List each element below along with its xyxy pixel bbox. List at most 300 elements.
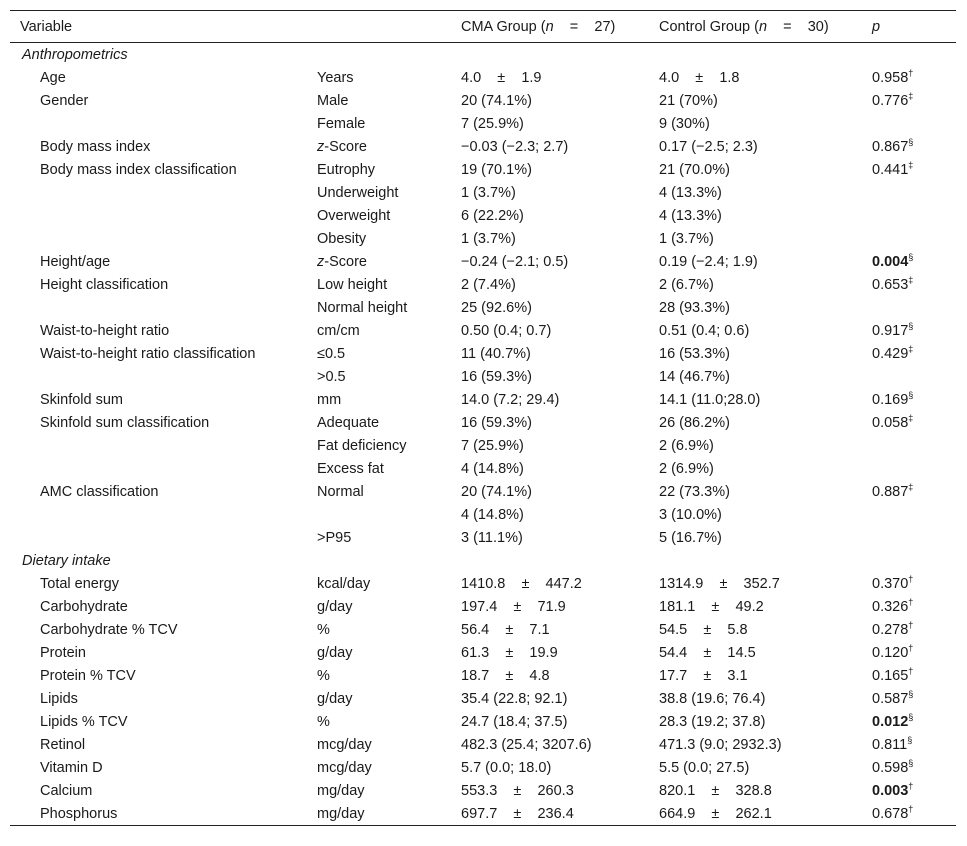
cell-unit: [307, 710, 451, 733]
cell-cma-text: 14.0 (7.2; 29.4): [461, 391, 560, 408]
cell-unit: [307, 733, 451, 756]
cell-variable: [10, 802, 307, 826]
cell-unit: [307, 342, 451, 365]
cell-variable: [10, 733, 307, 756]
cell-variable: [10, 319, 307, 342]
cell-variable-text: Height/age: [40, 253, 111, 270]
cell-control-text: 21 (70%): [659, 92, 718, 109]
p-footnote-mark: §: [908, 711, 914, 722]
cell-variable: [10, 756, 307, 779]
table-row: [10, 503, 956, 526]
cell-control-text: 664.9 ± 262.1: [659, 805, 772, 822]
cell-variable-text: Age: [40, 69, 66, 86]
cell-p-text: 0.958: [872, 69, 909, 86]
cell-cma-text: 20 (74.1%): [461, 92, 532, 109]
cell-unit-text: Overweight: [317, 207, 391, 224]
cell-p: [862, 664, 956, 687]
table-row: [10, 779, 956, 802]
cell-variable-text: Skinfold sum: [40, 391, 124, 408]
cell-control: [649, 342, 862, 365]
cell-variable: [10, 181, 307, 204]
cell-p: [862, 434, 956, 457]
cell-p: [862, 250, 956, 273]
cell-p: [862, 503, 956, 526]
cell-unit: [307, 480, 451, 503]
cell-variable-text: Waist-to-height ratio: [40, 322, 170, 339]
cell-control-text: 1314.9 ± 352.7: [659, 575, 780, 592]
cell-cma-text: 5.7 (0.0; 18.0): [461, 759, 552, 776]
p-footnote-mark: †: [908, 642, 914, 653]
cell-cma: [451, 779, 649, 802]
cell-control: [649, 733, 862, 756]
cell-control: [649, 526, 862, 549]
cell-p: [862, 112, 956, 135]
cell-variable-text: AMC classification: [40, 483, 159, 500]
cell-variable: [10, 641, 307, 664]
p-footnote-mark: §: [907, 734, 913, 745]
cell-variable-text: Body mass index: [40, 138, 151, 155]
cell-cma: [451, 618, 649, 641]
cell-control-text: 28 (93.3%): [659, 299, 730, 316]
cell-unit: [307, 595, 451, 618]
p-footnote-mark: §: [908, 688, 914, 699]
cell-cma: [451, 411, 649, 434]
cell-control: [649, 365, 862, 388]
cell-cma-text: 553.3 ± 260.3: [461, 782, 574, 799]
cell-p: [862, 388, 956, 411]
cell-p: [862, 572, 956, 595]
cell-control: [649, 112, 862, 135]
cell-control: [649, 618, 862, 641]
p-footnote-mark: †: [908, 596, 914, 607]
cell-variable: [10, 89, 307, 112]
cell-p-text: 0.587: [872, 690, 909, 707]
cell-unit-text: Normal: [317, 483, 364, 500]
cell-control-text: 26 (86.2%): [659, 414, 730, 431]
cell-p: [862, 204, 956, 227]
cell-p: [862, 342, 956, 365]
cell-p-text: 0.012: [872, 713, 909, 730]
cell-cma: [451, 66, 649, 89]
cell-variable-text: Gender: [40, 92, 89, 109]
cell-p-text: 0.917: [872, 322, 909, 339]
table-body: [10, 43, 956, 826]
cell-cma: [451, 204, 649, 227]
cell-cma: [451, 273, 649, 296]
cell-control-text: 28.3 (19.2; 37.8): [659, 713, 766, 730]
data-table: [10, 10, 956, 826]
cell-p-text: 0.811: [872, 736, 908, 753]
cell-variable: [10, 158, 307, 181]
cell-unit: [307, 756, 451, 779]
cell-cma-text: 197.4 ± 71.9: [461, 598, 566, 615]
cell-control: [649, 687, 862, 710]
cell-unit-text: mg/day: [317, 782, 365, 799]
cell-unit-text: mm: [317, 391, 342, 408]
cell-cma-text: −0.24 (−2.1; 0.5): [461, 253, 569, 270]
cell-variable: [10, 457, 307, 480]
table-row: [10, 135, 956, 158]
cell-control: [649, 457, 862, 480]
cell-control-text: 17.7 ± 3.1: [659, 667, 748, 684]
cell-cma-text: 697.7 ± 236.4: [461, 805, 574, 822]
cell-control: [649, 273, 862, 296]
cell-unit: [307, 411, 451, 434]
cell-cma-text: 2 (7.4%): [461, 276, 516, 293]
cell-unit-text: cm/cm: [317, 322, 360, 339]
cell-unit-text: Eutrophy: [317, 161, 376, 178]
cell-cma-text: 11 (40.7%): [461, 345, 531, 362]
cell-unit-text: ≤0.5: [317, 345, 346, 362]
cell-cma-text: 4.0 ± 1.9: [461, 69, 542, 86]
cell-p-text: 0.598: [872, 759, 909, 776]
cell-variable: [10, 572, 307, 595]
cell-control: [649, 204, 862, 227]
cell-unit-text: >P95: [317, 529, 352, 546]
section-row: [10, 43, 956, 67]
cell-control: [649, 89, 862, 112]
cell-p: [862, 618, 956, 641]
header-variable: Variable: [20, 18, 73, 35]
p-footnote-mark: ‡: [908, 159, 914, 170]
cell-p-text: 0.004: [872, 253, 909, 270]
cell-cma-text: 56.4 ± 7.1: [461, 621, 550, 638]
table-row: [10, 158, 956, 181]
cell-p-text: 0.678: [872, 805, 909, 822]
p-footnote-mark: †: [908, 780, 914, 791]
cell-variable: [10, 204, 307, 227]
cell-cma-text: 16 (59.3%): [461, 414, 532, 431]
cell-control-text: 54.5 ± 5.8: [659, 621, 748, 638]
cell-p: [862, 710, 956, 733]
cell-cma: [451, 342, 649, 365]
cell-p-text: 0.278: [872, 621, 909, 638]
cell-control: [649, 296, 862, 319]
p-footnote-mark: †: [908, 573, 914, 584]
cell-cma-text: 18.7 ± 4.8: [461, 667, 550, 684]
cell-unit: [307, 319, 451, 342]
cell-cma: [451, 181, 649, 204]
cell-cma: [451, 227, 649, 250]
cell-control-text: 22 (73.3%): [659, 483, 730, 500]
cell-unit: [307, 112, 451, 135]
p-footnote-mark: §: [908, 757, 914, 768]
cell-unit: [307, 802, 451, 826]
p-footnote-mark: ‡: [908, 412, 914, 423]
cell-unit-text: kcal/day: [317, 575, 371, 592]
cell-unit: [307, 227, 451, 250]
table-row: [10, 526, 956, 549]
cell-unit: [307, 572, 451, 595]
cell-p: [862, 687, 956, 710]
cell-unit-text: Obesity: [317, 230, 367, 247]
cell-p-text: 0.441: [872, 161, 909, 178]
table-row: [10, 434, 956, 457]
cell-control: [649, 319, 862, 342]
cell-variable-text: Retinol: [40, 736, 86, 753]
cell-p-text: 0.370: [872, 575, 909, 592]
cell-cma-text: 61.3 ± 19.9: [461, 644, 558, 661]
table-row: [10, 112, 956, 135]
cell-variable: [10, 135, 307, 158]
header-cma-label: CMA Group (n = 27): [461, 18, 616, 35]
table-row: [10, 342, 956, 365]
table-row: [10, 319, 956, 342]
p-footnote-mark: ‡: [908, 481, 914, 492]
cell-control: [649, 572, 862, 595]
cell-cma-text: 35.4 (22.8; 92.1): [461, 690, 568, 707]
cell-variable: [10, 687, 307, 710]
cell-p: [862, 733, 956, 756]
cell-unit-text: Normal height: [317, 299, 408, 316]
cell-cma: [451, 480, 649, 503]
cell-unit-text: >0.5: [317, 368, 346, 385]
table-row: [10, 411, 956, 434]
cell-control-text: 54.4 ± 14.5: [659, 644, 756, 661]
cell-unit-text: %: [317, 621, 330, 638]
cell-unit: [307, 365, 451, 388]
cell-variable: [10, 664, 307, 687]
table-row: [10, 457, 956, 480]
cell-unit-text: mcg/day: [317, 736, 372, 753]
cell-cma: [451, 687, 649, 710]
cell-variable: [10, 618, 307, 641]
cell-variable: [10, 779, 307, 802]
cell-cma: [451, 388, 649, 411]
table-row: [10, 664, 956, 687]
cell-variable: [10, 227, 307, 250]
cell-p: [862, 158, 956, 181]
cell-cma-text: −0.03 (−2.3; 2.7): [461, 138, 569, 155]
p-footnote-mark: †: [908, 803, 914, 814]
cell-cma: [451, 710, 649, 733]
cell-p: [862, 89, 956, 112]
table-row: [10, 204, 956, 227]
p-footnote-mark: ‡: [908, 90, 914, 101]
cell-p-text: 0.169: [872, 391, 909, 408]
cell-control-text: 38.8 (19.6; 76.4): [659, 690, 766, 707]
table-row: [10, 802, 956, 826]
cell-p: [862, 802, 956, 826]
cell-p: [862, 365, 956, 388]
cell-variable-text: Carbohydrate: [40, 598, 128, 615]
data-table-container: [10, 10, 956, 826]
cell-variable: [10, 595, 307, 618]
cell-cma-text: 20 (74.1%): [461, 483, 532, 500]
cell-cma: [451, 319, 649, 342]
cell-control-text: 1 (3.7%): [659, 230, 714, 247]
cell-cma: [451, 434, 649, 457]
cell-p-text: 0.887: [872, 483, 909, 500]
cell-control: [649, 664, 862, 687]
cell-p: [862, 135, 956, 158]
table-row: [10, 365, 956, 388]
table-row: [10, 296, 956, 319]
cell-variable: [10, 296, 307, 319]
cell-variable: [10, 388, 307, 411]
cell-control-text: 0.17 (−2.5; 2.3): [659, 138, 758, 155]
cell-control-text: 14.1 (11.0;28.0): [659, 391, 761, 408]
cell-p-text: 0.867: [872, 138, 909, 155]
cell-cma: [451, 664, 649, 687]
cell-unit: [307, 388, 451, 411]
cell-unit-text: g/day: [317, 644, 353, 661]
cell-p-text: 0.003: [872, 782, 909, 799]
cell-unit-text: Years: [317, 69, 354, 86]
header-control-label: Control Group (n = 30): [659, 18, 829, 35]
cell-p-text: 0.326: [872, 598, 909, 615]
cell-cma: [451, 641, 649, 664]
cell-cma-text: 19 (70.1%): [461, 161, 532, 178]
cell-unit: [307, 641, 451, 664]
p-footnote-mark: §: [908, 389, 914, 400]
cell-cma: [451, 733, 649, 756]
cell-p: [862, 480, 956, 503]
cell-cma-text: 482.3 (25.4; 3207.6): [461, 736, 592, 753]
cell-variable: [10, 273, 307, 296]
cell-unit: [307, 204, 451, 227]
cell-control: [649, 388, 862, 411]
cell-cma: [451, 756, 649, 779]
cell-cma-text: 0.50 (0.4; 0.7): [461, 322, 552, 339]
cell-cma: [451, 572, 649, 595]
cell-unit-text: z-Score: [317, 253, 367, 270]
cell-unit: [307, 779, 451, 802]
cell-cma-text: 25 (92.6%): [461, 299, 532, 316]
cell-cma-text: 6 (22.2%): [461, 207, 524, 224]
cell-control-text: 2 (6.9%): [659, 460, 714, 477]
section-row: [10, 549, 956, 572]
cell-unit-text: Male: [317, 92, 349, 109]
p-footnote-mark: †: [908, 67, 914, 78]
cell-p: [862, 273, 956, 296]
table-row: [10, 273, 956, 296]
cell-unit-text: Fat deficiency: [317, 437, 407, 454]
cell-cma-text: 4 (14.8%): [461, 460, 524, 477]
cell-variable-text: Protein % TCV: [40, 667, 136, 684]
cell-cma: [451, 526, 649, 549]
cell-cma-text: 7 (25.9%): [461, 437, 524, 454]
cell-variable-text: Skinfold sum classification: [40, 414, 210, 431]
table-row: [10, 480, 956, 503]
cell-control: [649, 66, 862, 89]
cell-cma-text: 7 (25.9%): [461, 115, 524, 132]
p-footnote-mark: §: [908, 136, 914, 147]
cell-cma: [451, 158, 649, 181]
cell-cma: [451, 595, 649, 618]
cell-cma: [451, 112, 649, 135]
p-footnote-mark: ‡: [908, 274, 914, 285]
cell-p: [862, 227, 956, 250]
table-row: [10, 66, 956, 89]
cell-unit: [307, 273, 451, 296]
cell-unit-text: z-Score: [317, 138, 367, 155]
table-row: [10, 227, 956, 250]
cell-variable: [10, 710, 307, 733]
cell-control-text: 820.1 ± 328.8: [659, 782, 772, 799]
cell-variable-text: Vitamin D: [40, 759, 103, 776]
cell-variable-text: Height classification: [40, 276, 169, 293]
cell-control-text: 4 (13.3%): [659, 207, 722, 224]
cell-control-text: 3 (10.0%): [659, 506, 722, 523]
cell-p-text: 0.120: [872, 644, 909, 661]
cell-cma-text: 24.7 (18.4; 37.5): [461, 713, 568, 730]
cell-control: [649, 250, 862, 273]
header-unit: [307, 11, 451, 43]
cell-control-text: 181.1 ± 49.2: [659, 598, 764, 615]
cell-control-text: 14 (46.7%): [659, 368, 730, 385]
cell-p: [862, 296, 956, 319]
cell-unit: [307, 135, 451, 158]
cell-p-text: 0.165: [872, 667, 909, 684]
table-row: [10, 733, 956, 756]
cell-p: [862, 595, 956, 618]
cell-cma: [451, 503, 649, 526]
section-label: Dietary intake: [22, 552, 111, 569]
p-footnote-mark: †: [908, 665, 914, 676]
cell-p-text: 0.653: [872, 276, 909, 293]
cell-p: [862, 641, 956, 664]
cell-control-text: 0.19 (−2.4; 1.9): [659, 253, 758, 270]
cell-variable: [10, 342, 307, 365]
cell-control: [649, 756, 862, 779]
cell-p: [862, 66, 956, 89]
cell-control: [649, 411, 862, 434]
cell-variable-text: Total energy: [40, 575, 119, 592]
cell-variable: [10, 503, 307, 526]
cell-variable: [10, 250, 307, 273]
cell-variable-text: Body mass index classification: [40, 161, 237, 178]
cell-unit-text: %: [317, 667, 330, 684]
header-p: p: [872, 18, 881, 35]
cell-unit-text: Adequate: [317, 414, 380, 431]
cell-unit: [307, 296, 451, 319]
cell-control: [649, 503, 862, 526]
cell-variable: [10, 434, 307, 457]
cell-p-text: 0.776: [872, 92, 909, 109]
cell-control-text: 2 (6.7%): [659, 276, 714, 293]
cell-unit-text: Underweight: [317, 184, 399, 201]
cell-unit: [307, 618, 451, 641]
cell-unit-text: %: [317, 713, 330, 730]
table-row: [10, 388, 956, 411]
cell-variable-text: Calcium: [40, 782, 93, 799]
cell-p: [862, 319, 956, 342]
cell-control: [649, 135, 862, 158]
cell-variable-text: Carbohydrate % TCV: [40, 621, 178, 638]
cell-variable-text: Phosphorus: [40, 805, 118, 822]
cell-p: [862, 526, 956, 549]
cell-variable-text: Lipids % TCV: [40, 713, 128, 730]
cell-cma-text: 1 (3.7%): [461, 184, 516, 201]
cell-unit: [307, 434, 451, 457]
cell-control: [649, 434, 862, 457]
cell-unit: [307, 250, 451, 273]
cell-cma: [451, 457, 649, 480]
table-row: [10, 89, 956, 112]
cell-control: [649, 802, 862, 826]
cell-unit-text: g/day: [317, 598, 353, 615]
cell-unit: [307, 687, 451, 710]
cell-unit: [307, 664, 451, 687]
cell-p: [862, 756, 956, 779]
header-cma: [451, 11, 649, 43]
cell-control-text: 16 (53.3%): [659, 345, 730, 362]
cell-control: [649, 227, 862, 250]
cell-p-text: 0.429: [872, 345, 909, 362]
cell-cma: [451, 365, 649, 388]
cell-control-text: 5.5 (0.0; 27.5): [659, 759, 750, 776]
